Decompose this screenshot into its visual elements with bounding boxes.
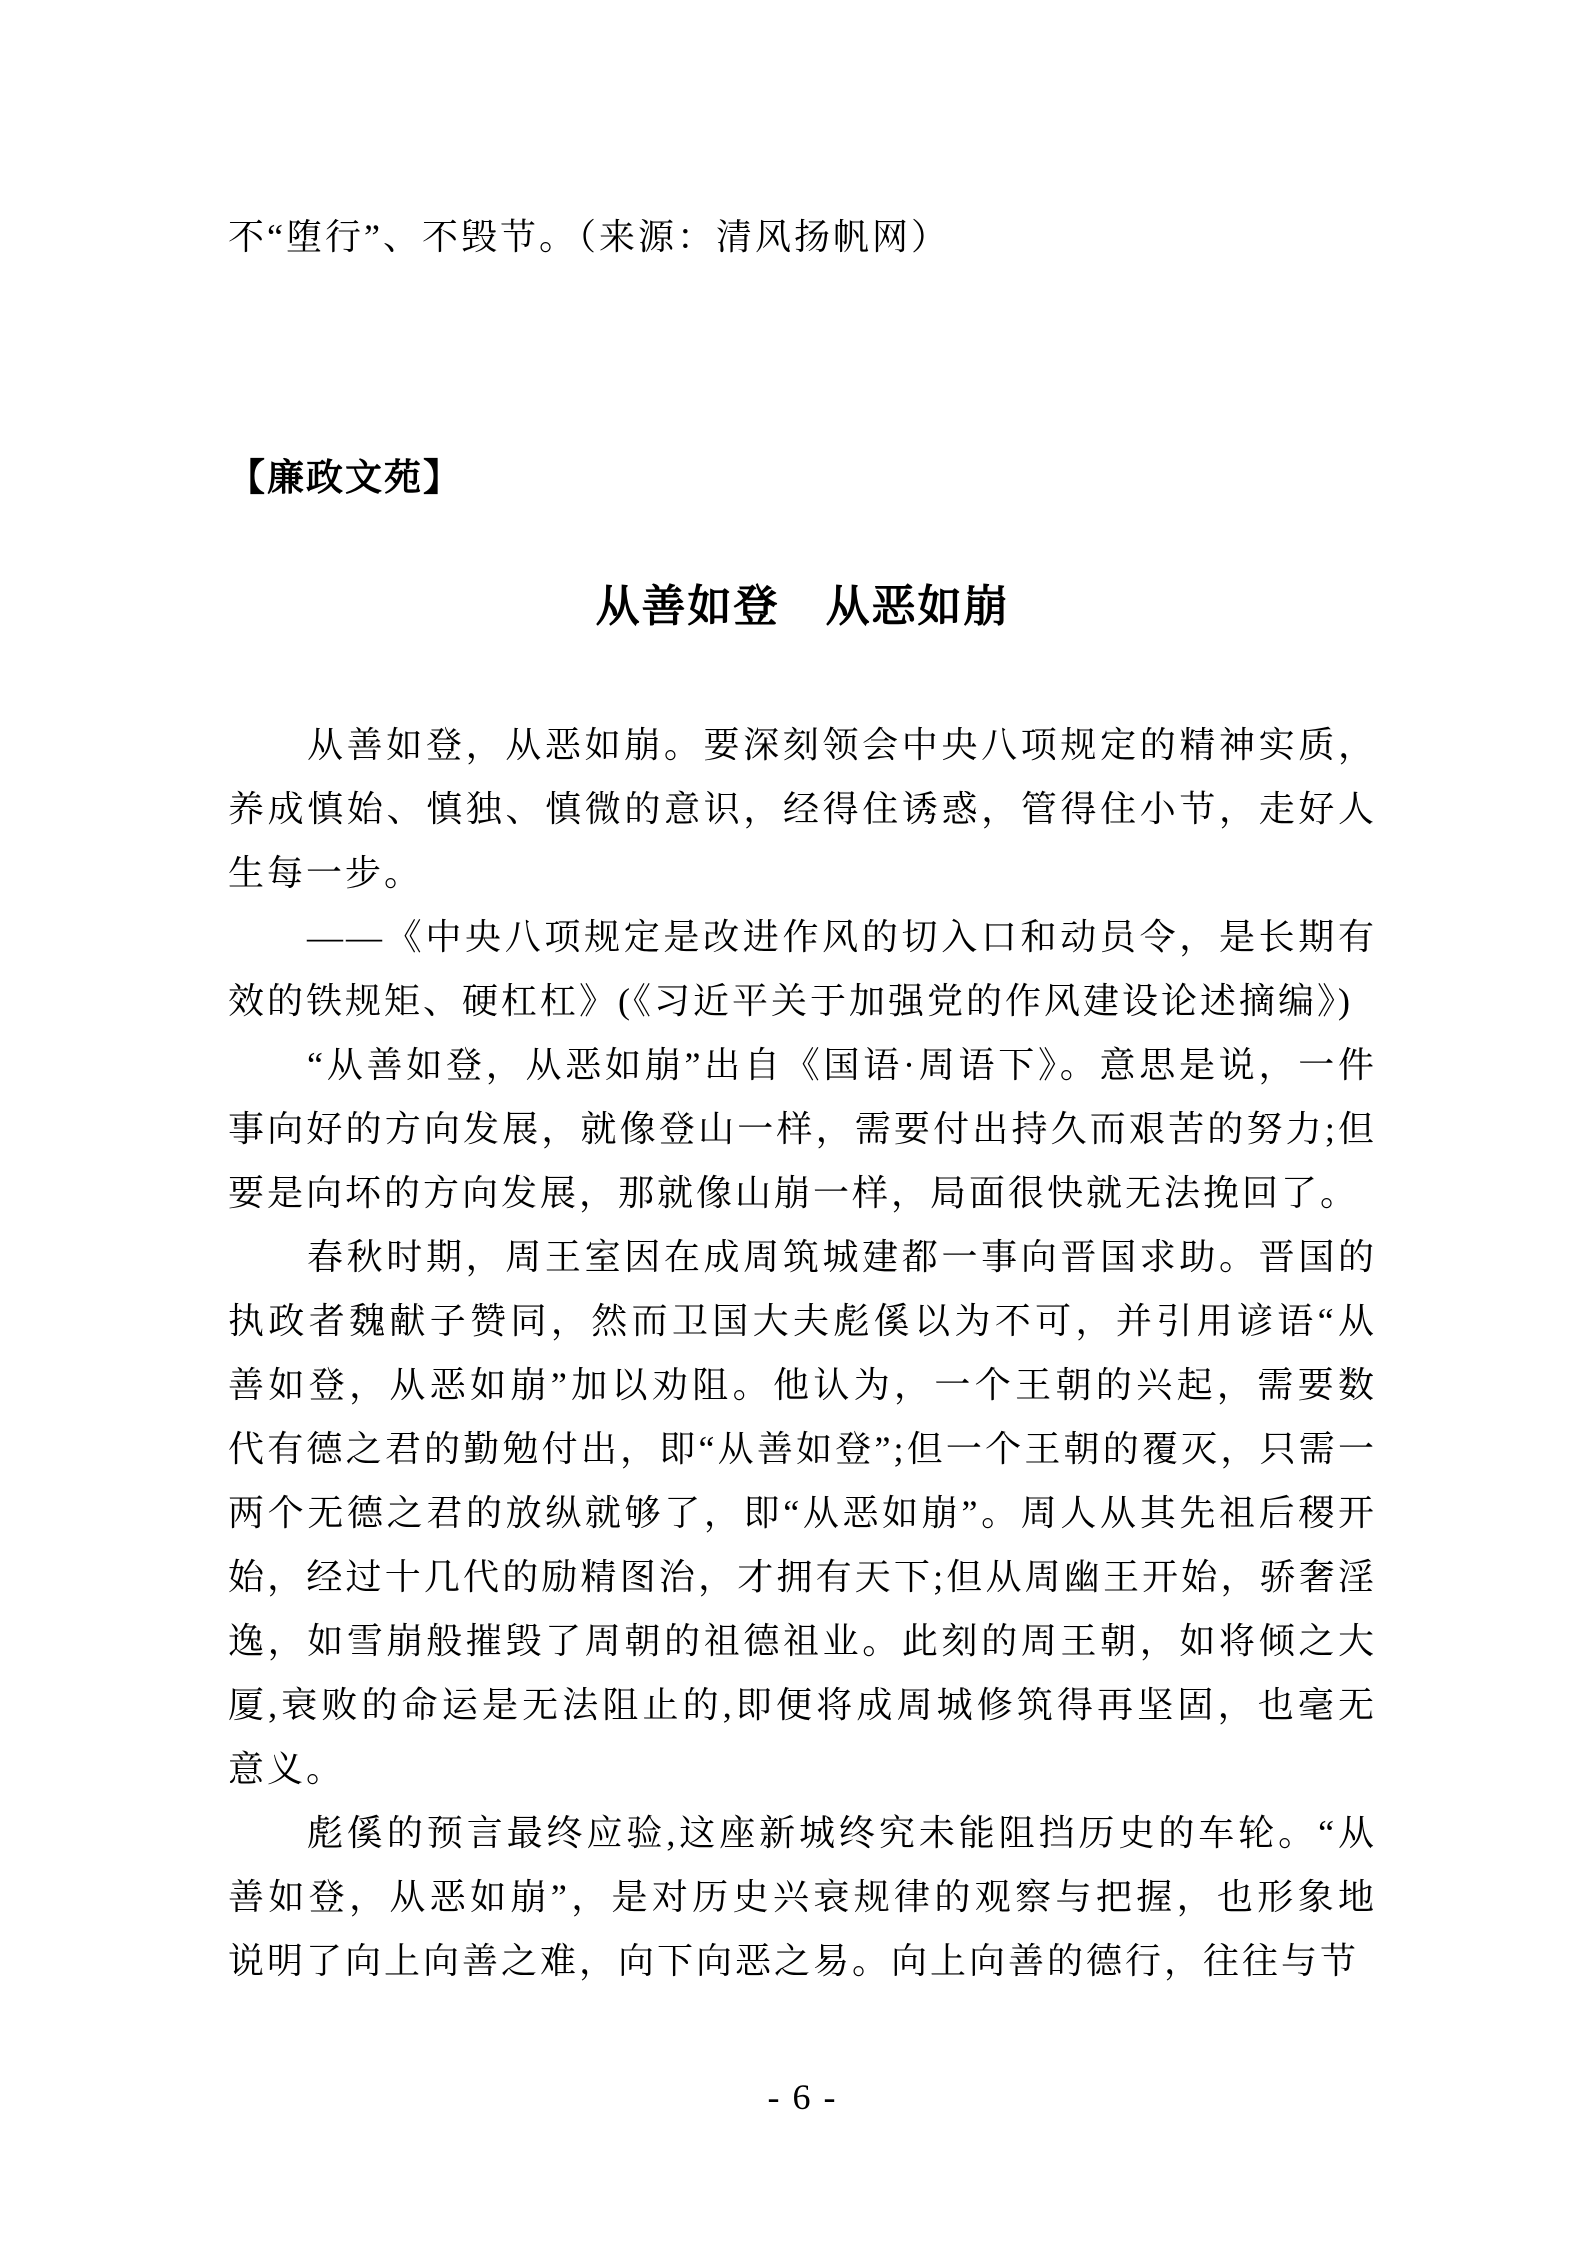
page-number: - 6 -	[767, 2077, 838, 2117]
paragraph: 春秋时期，周王室因在成周筑城建都一事向晋国求助。晋国的执政者魏献子赞同，然而卫国大夫彪傒以为不可，并引用谚语“从善如登，从恶如崩”加以劝阻。他认为，一个王朝的兴起，需要数代有德之君的勤勉付出，即“从善如登”;但一个王朝的覆灭，只需一两个无德之君的放纵就够了，即“从恶如崩”。周人从其先祖后稷开始，经过十几代的励精图治，才拥有天下;但从周幽王开始，骄奢淫逸，如雪崩般摧毁了周朝的祖德祖业。此刻的周王朝，如将倾之大厦,衰败的命运是无法阻止的,即便将成周城修筑得再坚固，也毫无意义。	[228, 1237, 1377, 1789]
paragraph: ——《中央八项规定是改进作风的切入口和动员令，是长期有效的铁规矩、硬杠杠》(《习近平关于加强党的作风建设论述摘编》)	[228, 917, 1377, 1021]
continuation-text: 不“堕行”、不毁节。（来源：清风扬帆网）	[228, 217, 950, 257]
article-body	[228, 713, 1377, 1993]
paragraph: “从善如登，从恶如崩”出自《国语·周语下》。意思是说，一件事向好的方向发展，就像登山一样，需要付出持久而艰苦的努力;但要是向坏的方向发展，那就像山崩一样，局面很快就无法挽回了。	[228, 1045, 1377, 1213]
section-header: 【廉政文苑】	[228, 458, 462, 499]
paragraph: 从善如登，从恶如崩。要深刻领会中央八项规定的精神实质，养成慎始、慎独、慎微的意识，经得住诱惑，管得住小节，走好人生每一步。	[228, 725, 1377, 893]
paragraph: 彪傒的预言最终应验,这座新城终究未能阻挡历史的车轮。“从善如登，从恶如崩”，是对历史兴衰规律的观察与把握，也形象地说明了向上向善之难，向下向恶之易。向上向善的德行，往往与节	[228, 1813, 1377, 1981]
article-title: 从善如登 从恶如崩	[595, 582, 1010, 631]
